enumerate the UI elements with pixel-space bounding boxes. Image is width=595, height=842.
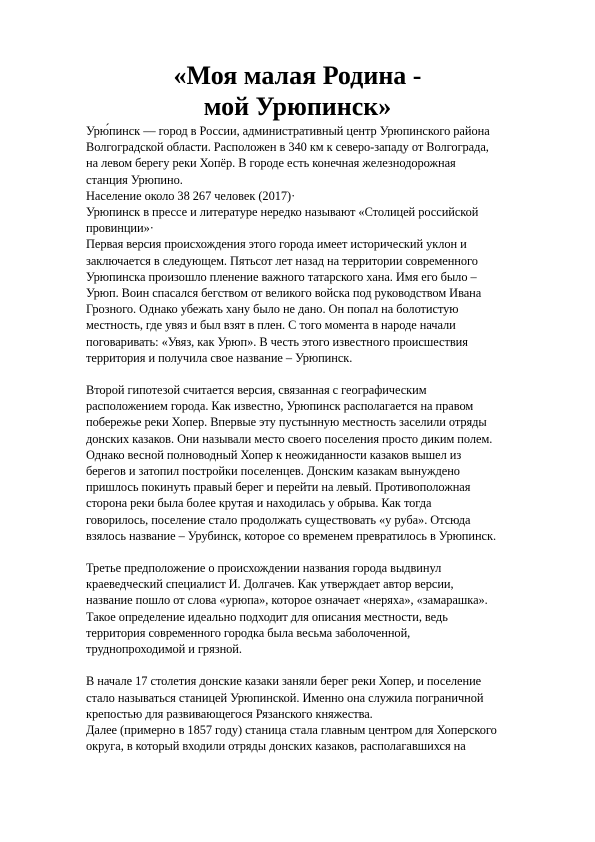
title-line-1: «Моя малая Родина - (173, 61, 422, 90)
text-line: Урюпинск в прессе и литературе нередко называют «Столицей российской (86, 205, 479, 220)
text-line: провинции»· (86, 221, 154, 236)
text-line: сторона реки была более крутая и находилась у обрыва. Как тогда (86, 496, 432, 511)
text-line: заключается в следующем. Пятьсот лет назад на территории современного (86, 253, 478, 268)
text-line: расположением города. Как известно, Урюпинск располагается на правом (86, 399, 474, 414)
paragraph-intro (86, 123, 526, 188)
text-line: берегов и затопил постройки поселенцев. Донским казакам вынуждено (86, 464, 460, 479)
text-line: округа, в который входили отряды донских казаков, располагавшихся на (86, 739, 466, 754)
text-line: крепостью для развивающегося Рязанского княжества. (86, 706, 373, 721)
paragraph-17th-century (86, 673, 526, 722)
paragraph-population (86, 188, 526, 204)
text-line: краеведческий специалист И. Долгачев. Как утверждает автор версии, (86, 577, 454, 592)
text-line: Население около 38 267 человек (2017)· (86, 188, 296, 203)
text-line: Урюп. Воин спасался бегством от великого войска под руководством Ивана (86, 286, 482, 301)
paragraph-third-version (86, 560, 526, 657)
paragraph-spacer (86, 366, 526, 382)
paragraph-first-version (86, 236, 526, 366)
title-line-2: мой Урюпинск» (203, 92, 392, 121)
text-line: название пошло от слова «урюпа», которое означает «неряха», «замарашка». (86, 593, 488, 608)
paragraph-second-version (86, 382, 526, 544)
text-line: донских казаков. Они называли место своего поселения просто диким полем. (86, 431, 493, 446)
paragraph-capital (86, 204, 526, 236)
text-line: пришлось покинуть правый берег и перейти на левый. Противоположная (86, 480, 471, 495)
paragraph-spacer (86, 657, 526, 673)
text-line: Такое определение идеально подходит для описания местности, ведь (86, 609, 448, 624)
text-line: поговаривать: «Увяз, как Урюп». В честь этого известного происшествия (86, 334, 468, 349)
document-body (86, 123, 526, 754)
text-line: Однако весной полноводный Хопер к неожиданности казаков вышел из (86, 447, 462, 462)
text-line: Урюпинска произошло пленение важного татарского хана. Имя его было – (86, 269, 477, 284)
text-line: труднопроходимой и грязной. (86, 642, 242, 657)
text-line: стало называться станицей Урюпинской. Именно она служила пограничной (86, 690, 484, 705)
document-title (0, 60, 595, 122)
paragraph-spacer (86, 544, 526, 560)
text-line: Грозного. Однако убежать хану было не дано. Он попал на болотистую (86, 302, 459, 317)
text-line: станция Урюпино. (86, 172, 183, 187)
text-line: местность, где увяз и был взят в плен. С того момента в народе начали (86, 318, 456, 333)
text-line: Первая версия происхождения этого города имеет исторический уклон и (86, 237, 467, 252)
text-line: Третье предположение о происхождении названия города выдвинул (86, 561, 442, 576)
text-line: на левом берегу реки Хопёр. В городе есть конечная железнодорожная (86, 156, 456, 171)
text-line: говорилось, поселение стало продолжать существовать «у руба». Отсюда (86, 512, 471, 527)
text-line: территория и получила свое название – Урюпинск. (86, 350, 353, 365)
text-line: взялось название – Урубинск, которое со временем превратилось в Урюпинск. (86, 528, 497, 543)
paragraph-1857 (86, 722, 526, 754)
text-line: В начале 17 столетия донские казаки заняли берег реки Хопер, и поселение (86, 674, 482, 689)
text-line: Второй гипотезой считается версия, связанная с географическим (86, 383, 427, 398)
text-line: Урю́пинск — город в России, административный центр Урюпинского района (86, 124, 490, 138)
text-line: территория современного городка была весьма заболоченной, (86, 625, 411, 640)
text-line: побережье реки Хопер. Впервые эту пустынную местность заселили отряды (86, 415, 487, 430)
text-line: Далее (примерно в 1857 году) станица стала главным центром для Хоперского (86, 722, 497, 737)
text-line: Волгоградской области. Расположен в 340 км к северо-западу от Волгограда, (86, 140, 489, 155)
